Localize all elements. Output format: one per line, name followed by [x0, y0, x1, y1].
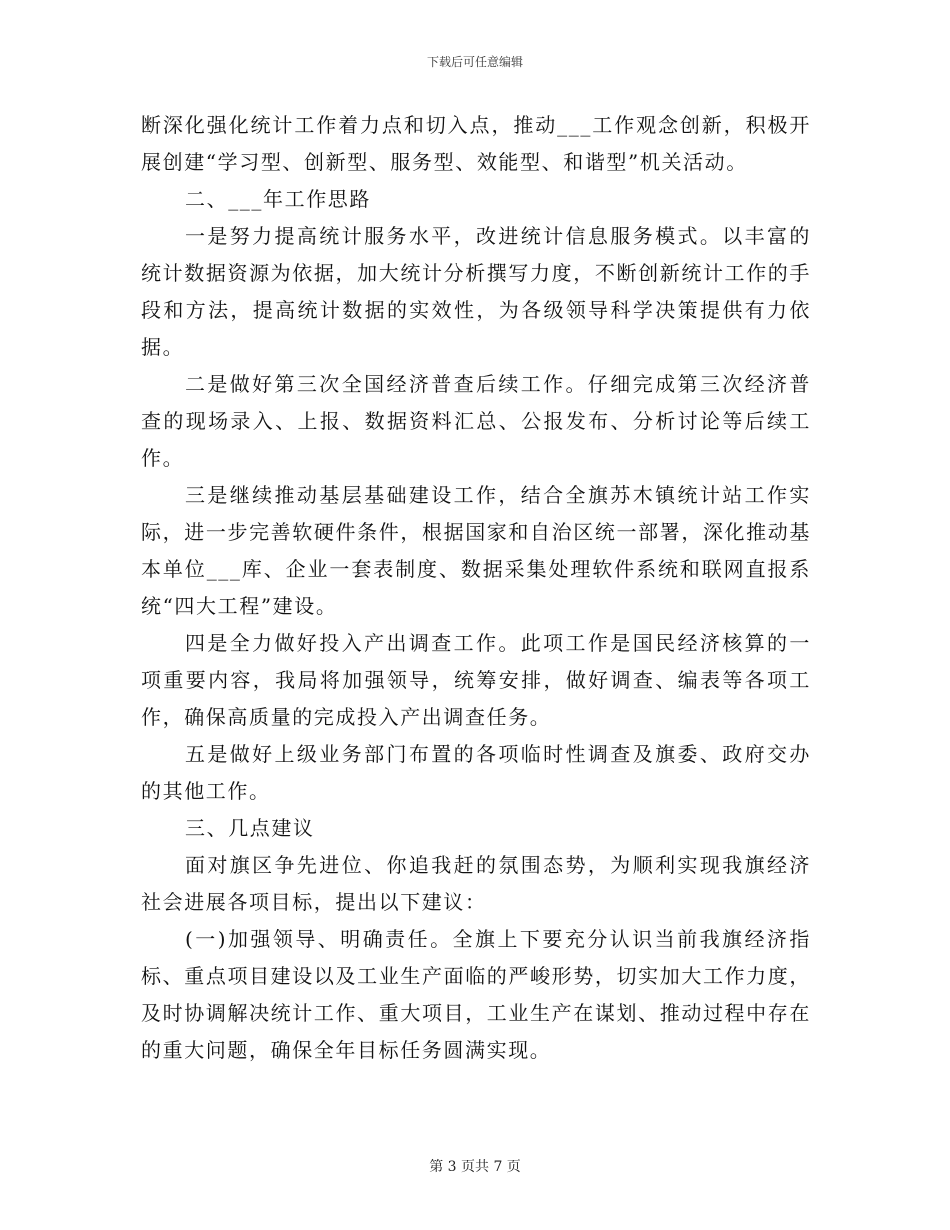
- paragraph-suggestion-1: (一)加强领导、明确责任。全旗上下要充分认识当前我旗经济指标、重点项目建设以及工业生产面临的严峻形势，切实加大工作力度，及时协调解决统计工作、重大项目，工业生产在谋划、推动过程中存在的重大问题，确保全年目标任务圆满实现。: [141, 927, 811, 1062]
- page-footer: 第 3 页共 7 页: [429, 1159, 521, 1175]
- section-heading-work-plan: 二、___年工作思路: [185, 187, 371, 211]
- paragraph-item-3: 三是继续推动基层基础建设工作，结合全旗苏木镇统计站工作实际，进一步完善软硬件条件，根据国家和自治区统一部署，深化推动基本单位___库、企业一套表制度、数据采集处理软件系统和联网直报系统“四大工程”建设。: [141, 483, 811, 618]
- paragraph-item-5: 五是做好上级业务部门布置的各项临时性调查及旗委、政府交办的其他工作。: [141, 742, 811, 803]
- paragraph-suggestions-intro: 面对旗区争先进位、你追我赶的氛围态势，为顺利实现我旗经济社会进展各项目标，提出以下建议：: [141, 853, 811, 914]
- paragraph-item-2: 二是做好第三次全国经济普查后续工作。仔细完成第三次经济普查的现场录入、上报、数据资料汇总、公报发布、分析讨论等后续工作。: [141, 372, 811, 470]
- paragraph-item-1: 一是努力提高统计服务水平，改进统计信息服务模式。以丰富的统计数据资源为依据，加大统计分析撰写力度，不断创新统计工作的手段和方法，提高统计数据的实效性，为各级领导科学决策提供有力依据。: [141, 224, 811, 359]
- paragraph-continuation: 断深化强化统计工作着力点和切入点，推动___工作观念创新，积极开展创建“学习型、创新型、服务型、效能型、和谐型”机关活动。: [141, 113, 811, 174]
- section-heading-suggestions: 三、几点建议: [185, 816, 315, 840]
- page-header: 下载后可任意编辑: [426, 55, 523, 69]
- paragraph-item-4: 四是全力做好投入产出调查工作。此项工作是国民经济核算的一项重要内容，我局将加强领导，统筹安排，做好调查、编表等各项工作，确保高质量的完成投入产出调查任务。: [141, 631, 811, 729]
- document-body: [141, 107, 811, 1069]
